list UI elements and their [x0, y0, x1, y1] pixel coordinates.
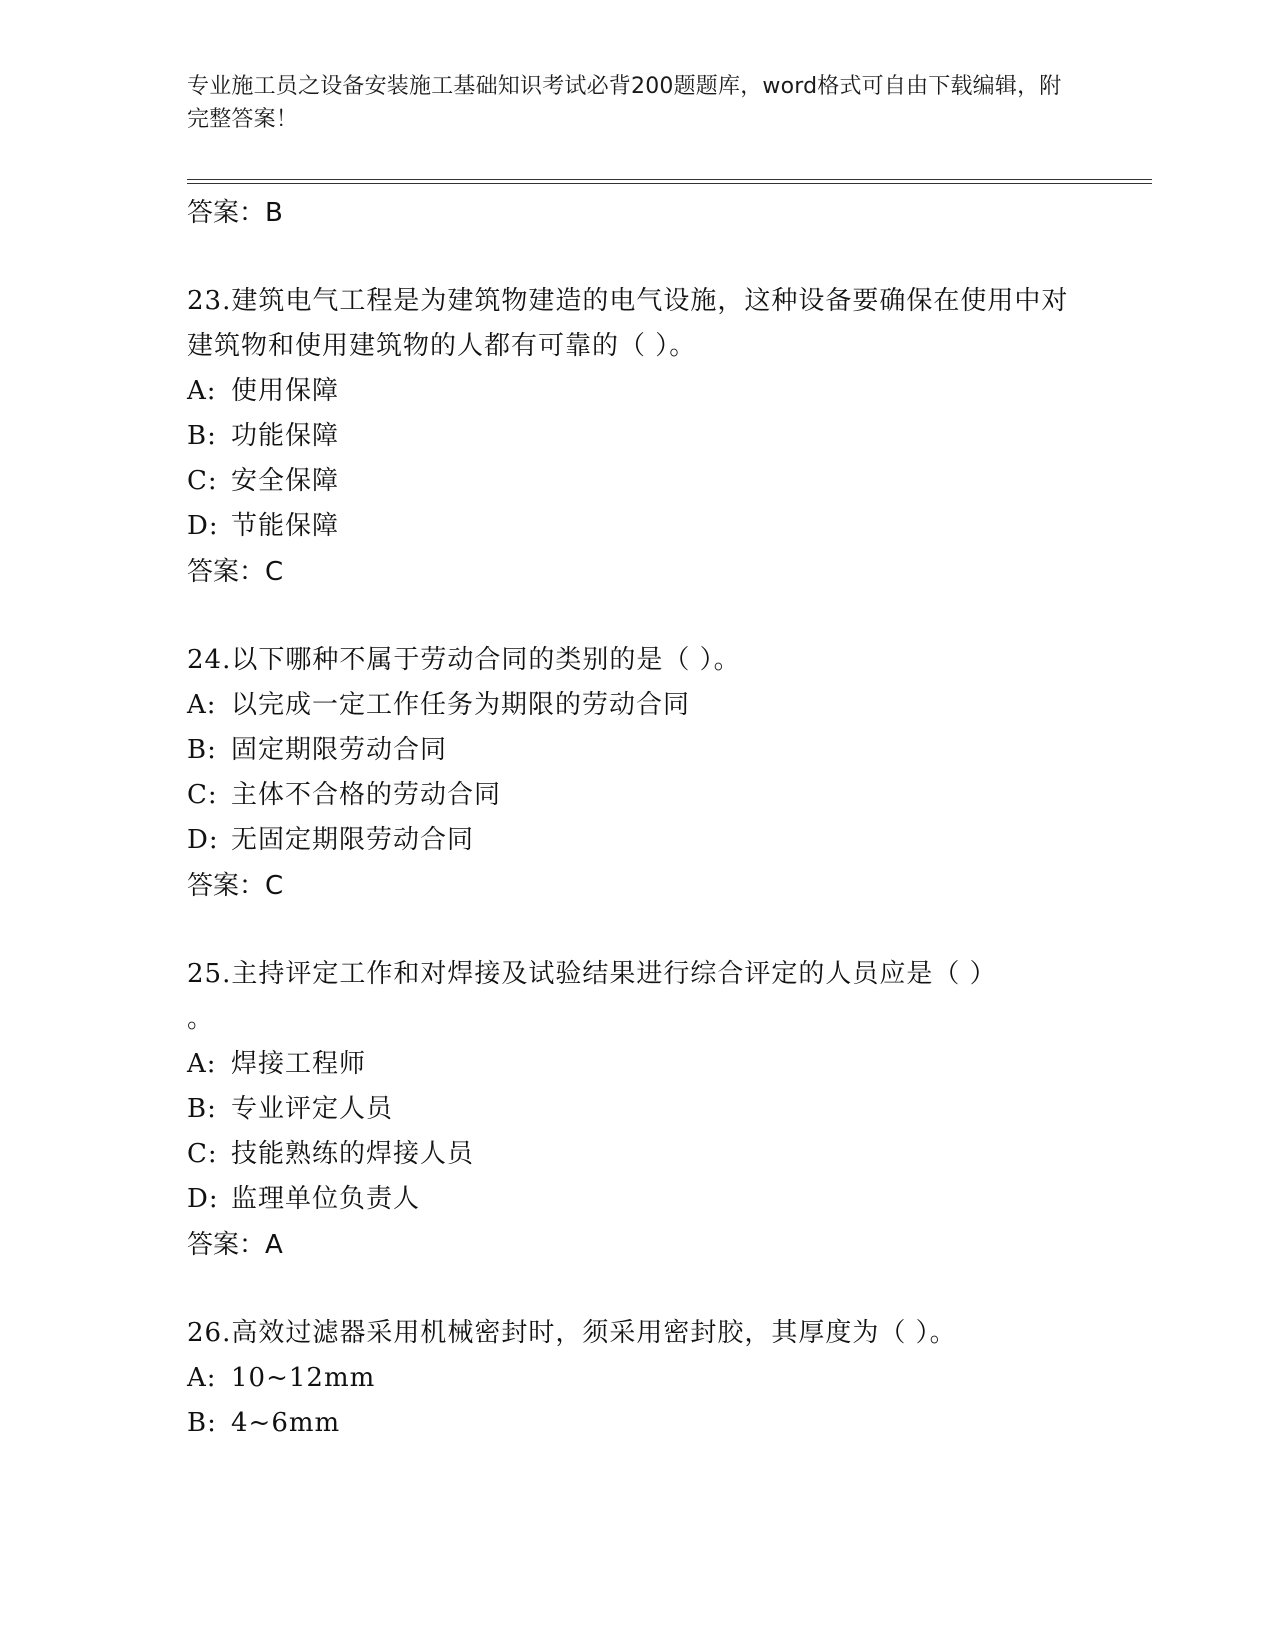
answer-line: 答案：B [187, 198, 283, 228]
option-letter: C: [187, 466, 218, 496]
question-stem: 23.建筑电气工程是为建筑物建造的电气设施，这种设备要确保在使用中对建筑物和使用建筑物的人都有可靠的（ ）。 [187, 286, 1069, 361]
answer-line: 答案：C [187, 557, 284, 587]
option-d [187, 818, 1087, 863]
option-letter: A: [187, 1049, 217, 1079]
option-letter: C: [187, 780, 218, 810]
option-text: 使用保障 [231, 376, 340, 406]
question-stem: 24.以下哪种不属于劳动合同的类别的是（ ）。 [187, 645, 741, 675]
option-c [187, 1132, 1087, 1177]
option-text: 以完成一定工作任务为期限的劳动合同 [231, 690, 691, 720]
page-header: 专业施工员之设备安装施工基础知识考试必背200题题库，word格式可自由下载编辑，附完整答案！ [187, 74, 1062, 132]
option-text: 4~6mm [231, 1408, 341, 1438]
option-letter: B: [187, 1408, 217, 1438]
question-item [187, 279, 1087, 595]
question-list [187, 190, 1087, 1446]
option-b [187, 1401, 1087, 1446]
answer-line: 答案：C [187, 871, 284, 901]
option-text: 监理单位负责人 [231, 1184, 421, 1214]
question-item [187, 1311, 1087, 1446]
option-d [187, 1177, 1087, 1222]
header-divider-bottom [187, 183, 1152, 184]
option-a [187, 683, 1087, 728]
option-a [187, 369, 1087, 414]
option-text: 固定期限劳动合同 [231, 735, 448, 765]
option-letter: D: [187, 825, 219, 855]
option-letter: D: [187, 511, 219, 541]
option-text: 10~12mm [231, 1363, 376, 1393]
option-text: 无固定期限劳动合同 [231, 825, 475, 855]
answer-line: 答案：A [187, 1230, 283, 1260]
option-text: 功能保障 [231, 421, 340, 451]
header-divider-top [187, 179, 1152, 180]
option-d [187, 504, 1087, 549]
question-stem: 26.高效过滤器采用机械密封时，须采用密封胶，其厚度为（ ）。 [187, 1318, 957, 1348]
option-b [187, 1087, 1087, 1132]
option-text: 焊接工程师 [231, 1049, 367, 1079]
option-c [187, 773, 1087, 818]
option-b [187, 728, 1087, 773]
option-letter: C: [187, 1139, 218, 1169]
option-letter: A: [187, 1363, 217, 1393]
option-letter: D: [187, 1184, 219, 1214]
option-text: 专业评定人员 [231, 1094, 394, 1124]
option-letter: B: [187, 735, 217, 765]
question-stem: 25.主持评定工作和对焊接及试验结果进行综合评定的人员应是（ ） 。 [187, 959, 997, 1034]
option-c [187, 459, 1087, 504]
question-item [187, 638, 1087, 909]
option-text: 主体不合格的劳动合同 [231, 780, 502, 810]
option-text: 安全保障 [231, 466, 340, 496]
option-letter: B: [187, 1094, 217, 1124]
option-a [187, 1042, 1087, 1087]
option-letter: A: [187, 376, 217, 406]
option-b [187, 414, 1087, 459]
option-letter: B: [187, 421, 217, 451]
option-text: 技能熟练的焊接人员 [231, 1139, 475, 1169]
option-a [187, 1356, 1087, 1401]
option-letter: A: [187, 690, 217, 720]
question-item [187, 952, 1087, 1268]
option-text: 节能保障 [231, 511, 340, 541]
